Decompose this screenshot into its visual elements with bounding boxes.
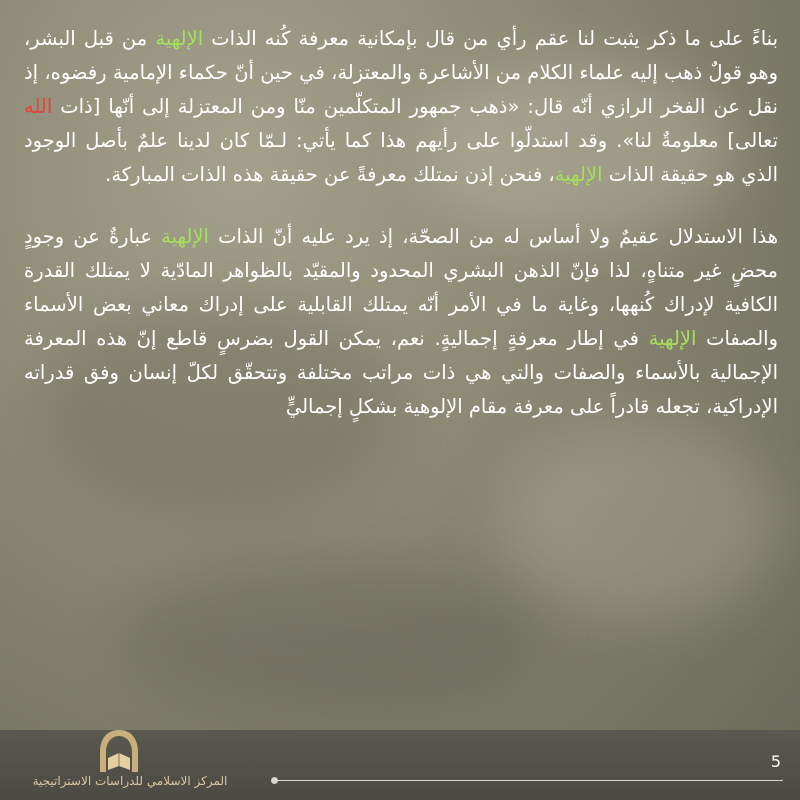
text-segment: عبارةٌ عن وجودٍ محضٍ غير متناهٍ، لذا فإنّ الذهن البشري المحدود والمقيّد بالظواهر المادّية لا يمتلك القدرة الكافية لإدراك كُنهها، وغاية ما في الأمر أنّه يمتلك القابلية على إدراك معاني بعض الأسماء والصفات bbox=[24, 225, 778, 350]
book-arch-logo-icon bbox=[94, 728, 144, 774]
text-segment: بناءً على ما ذكر يثبت لنا عقم رأي من قال بإمكانية معرفة كُنه الذات bbox=[203, 27, 778, 50]
paragraph-2 bbox=[24, 220, 778, 424]
highlighted-term: الإلهية bbox=[155, 27, 204, 50]
article-body bbox=[24, 22, 778, 452]
text-segment: ، فنحن إذن نمتلك معرفةً عن حقيقة هذه الذات المباركة. bbox=[105, 163, 555, 186]
page-number: 5 bbox=[770, 752, 782, 771]
highlighted-name: الله bbox=[24, 95, 53, 118]
text-segment: من قبل البشر، وهو قولٌ ذهب إليه علماء الكلام من الأشاعرة والمعتزلة، في حين أنّ حكماء الإمامية رفضوه، إذ نقل عن الفخر الرازي أنّه قال: «ذهب جمهور المتكلّمين منّا ومن المعتزلة إلى أنّها [ذات bbox=[24, 27, 778, 118]
text-segment: هذا الاستدلال عقيمٌ ولا أساس له من الصحّة، إذ يرد عليه أنّ الذات bbox=[208, 225, 778, 248]
highlighted-term: الإلهية bbox=[161, 225, 209, 248]
organization-name: المركز الاسلامي للدراسات الاستراتيجية bbox=[32, 774, 228, 788]
highlighted-term: الإلهية bbox=[648, 327, 697, 350]
footer-divider-dot bbox=[271, 777, 278, 784]
background-cloud bbox=[120, 560, 540, 720]
text-segment: تعالى] معلومةٌ لنا». وقد استدلّوا على رأيهم هذا كما يأتي: لـمّا كان لدينا علمٌ بأصل الوجود الذي هو حقيقة الذات bbox=[24, 129, 778, 186]
text-segment: في إطار معرفةٍ إجماليةٍ. نعم، يمكن القول بضرسٍ قاطع إنّ هذه المعرفة الإجمالية بالأسماء والصفات والتي هي ذات مراتب مختلفة وتتحقّق لكلّ إنسان وفق قدراته الإدراكية، تجعله قادراً على معرفة مقام الإلوهية بشكلٍ إجماليٍّ bbox=[24, 327, 778, 418]
highlighted-term: الإلهية bbox=[554, 163, 603, 186]
paragraph-1 bbox=[24, 22, 778, 192]
footer-divider bbox=[275, 780, 783, 781]
